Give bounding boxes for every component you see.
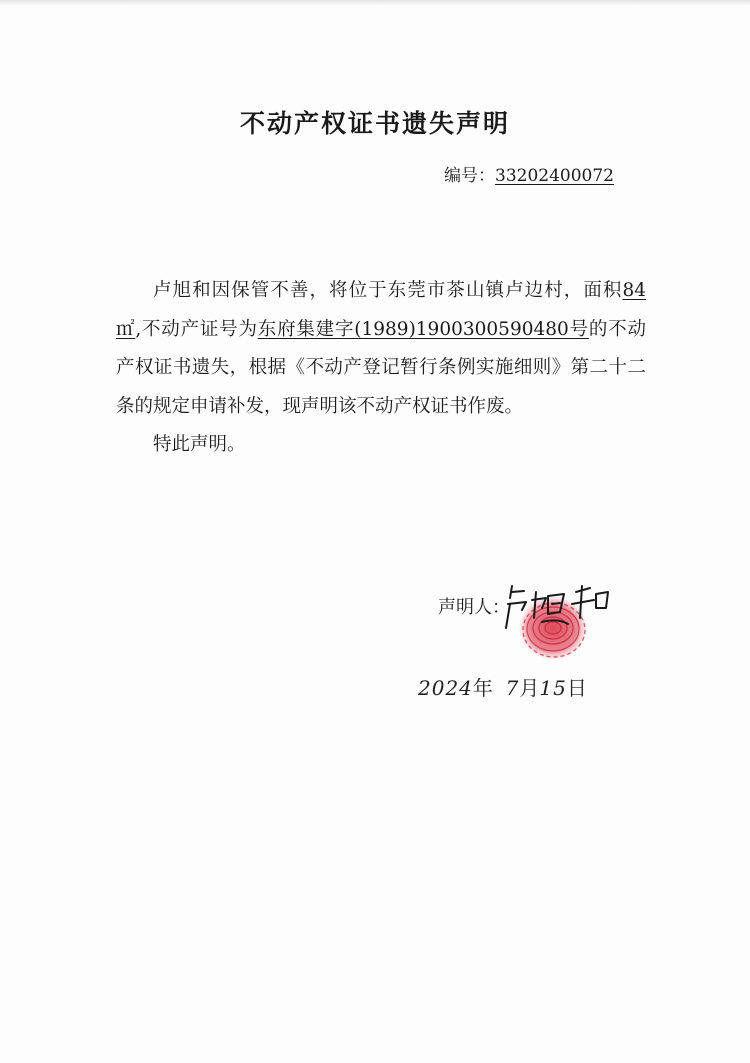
paragraph-text-part-3: 的不动产权证书遗失，根据《不动产登记暂行条例实施细则》第二十二条的规定申请补发，现声明该不动产权证书作废。 (116, 318, 646, 417)
document-number (444, 161, 614, 186)
certificate-number: 东府集建字(1989)1900300590480号 (257, 318, 589, 340)
document-number-value: 33202400072 (495, 166, 614, 186)
date-day: 15 (539, 676, 567, 700)
area-value: 84 ㎡ (116, 280, 646, 340)
declaration-date (418, 672, 587, 701)
closing-statement: 特此声明。 (153, 434, 246, 455)
document-number-label: 编号： (444, 166, 495, 186)
declarant-label: 声明人： (438, 597, 510, 618)
scan-edge-shadow (0, 0, 750, 6)
date-year: 2024 (418, 676, 473, 700)
date-month: 7 (505, 676, 520, 700)
handwritten-signature (502, 578, 622, 638)
document-title: 不动产权证书遗失声明 (239, 109, 510, 138)
date-day-unit: 日 (566, 676, 587, 700)
declaration-body (116, 272, 646, 465)
date-month-unit: 月 (519, 676, 540, 700)
paragraph-text-part-2: ,不动产证号为 (135, 318, 258, 340)
paragraph-text-part-1: 卢旭和因保管不善，将位于东莞市茶山镇卢边村，面积 (153, 280, 623, 301)
date-year-unit: 年 (472, 676, 493, 700)
declaration-paragraph (116, 272, 646, 426)
